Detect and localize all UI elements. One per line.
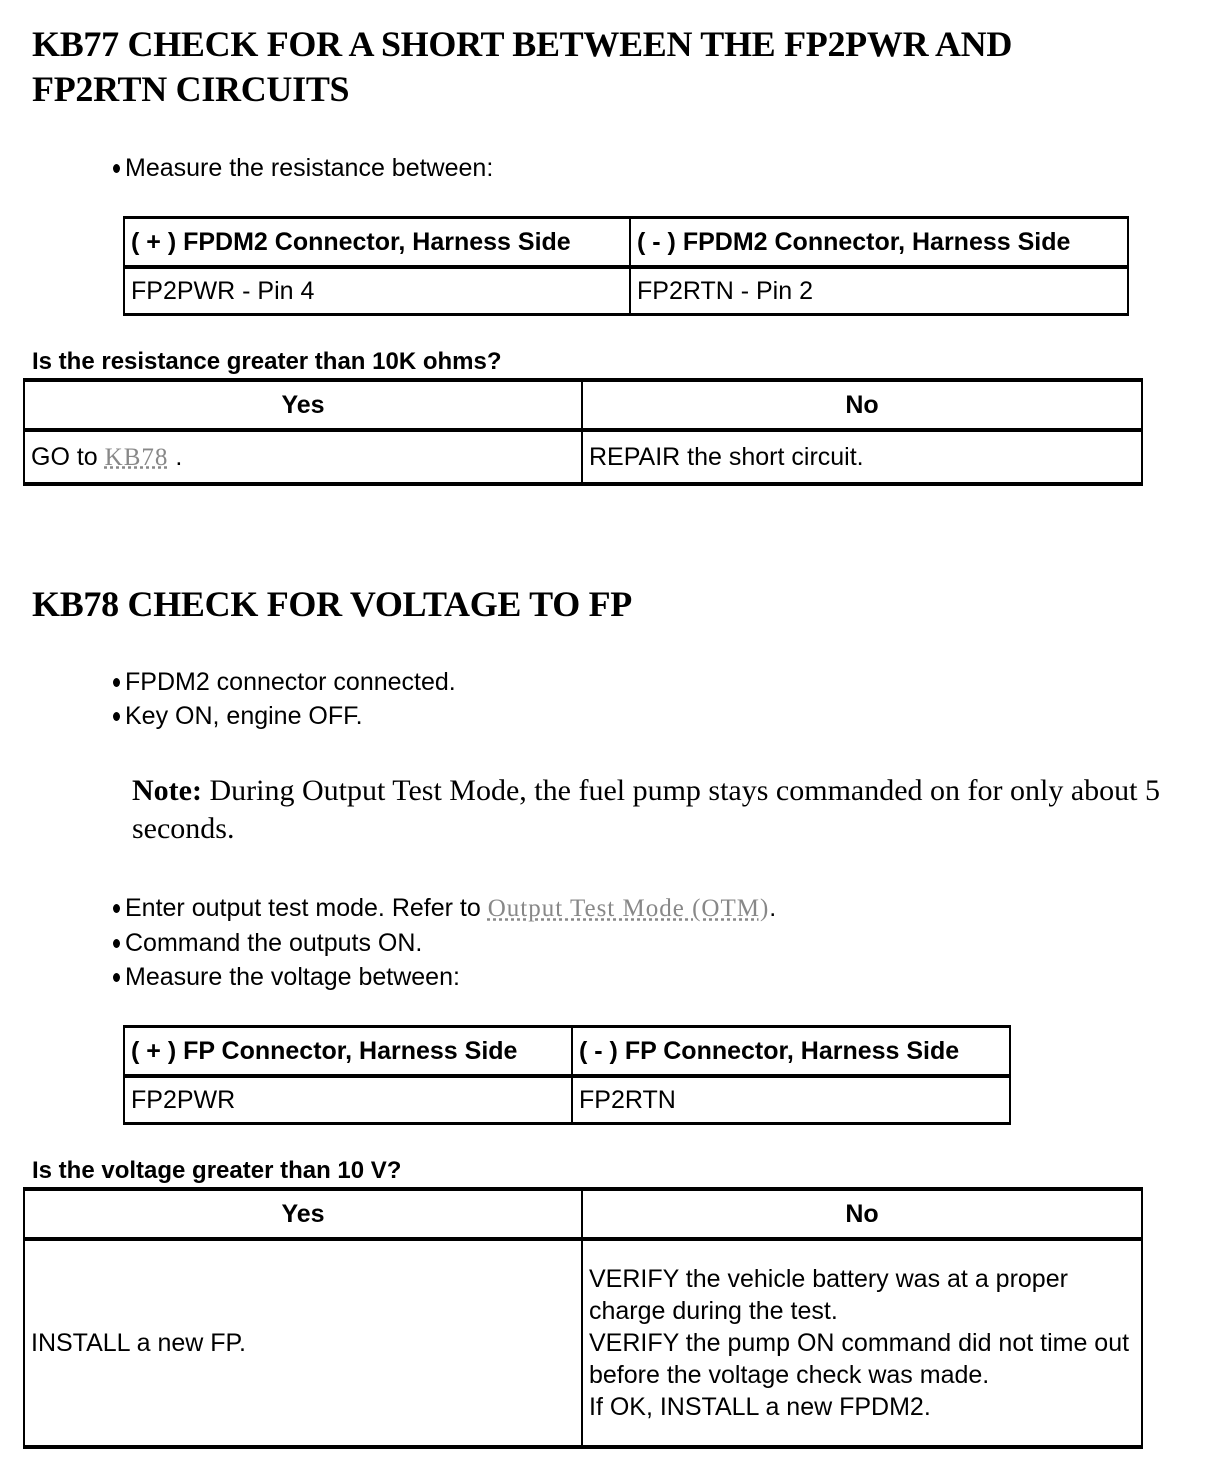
kb77-title-line2: FP2RTN CIRCUITS <box>32 69 350 109</box>
bullet-text: Enter output test mode. Refer to <box>125 894 488 922</box>
table-cell: FP2PWR - Pin 4 <box>124 267 630 315</box>
bullet-text: Key ON, engine OFF. <box>125 702 363 730</box>
table-header: ( - ) FPDM2 Connector, Harness Side <box>630 218 1128 268</box>
bullet-icon <box>113 973 120 982</box>
kb77-title-line1: KB77 CHECK FOR A SHORT BETWEEN THE FP2PWR AND <box>32 24 1013 64</box>
bullet-icon <box>113 712 120 721</box>
no-cell: REPAIR the short circuit. <box>582 430 1142 484</box>
bullet-text: Measure the voltage between: <box>125 963 460 991</box>
kb77-question: Is the resistance greater than 10K ohms? <box>32 348 502 375</box>
no-line: VERIFY the vehicle battery was at a proper charge during the test. <box>589 1265 1068 1325</box>
bullet-item <box>113 665 456 699</box>
kb77-decision-table <box>23 378 1143 486</box>
kb77-connector-table <box>123 216 1129 316</box>
kb77-title <box>32 22 1012 112</box>
table-row <box>124 267 1128 315</box>
bullet-text: Measure the resistance between: <box>125 154 494 182</box>
kb77-bullet-measure <box>113 151 493 185</box>
note-label: Note: <box>132 774 202 807</box>
no-line: If OK, INSTALL a new FPDM2. <box>589 1393 931 1421</box>
table-header: ( + ) FPDM2 Connector, Harness Side <box>124 218 630 268</box>
no-header: No <box>582 1189 1142 1239</box>
kb78-decision-table <box>23 1187 1143 1449</box>
kb78-bullets-b <box>113 891 776 994</box>
yes-header: Yes <box>24 1189 582 1239</box>
kb78-question: Is the voltage greater than 10 V? <box>32 1157 402 1184</box>
table-header: ( + ) FP Connector, Harness Side <box>124 1027 572 1077</box>
no-line: VERIFY the pump ON command did not time out before the voltage check was made. <box>589 1329 1130 1389</box>
bullet-text: Command the outputs ON. <box>125 929 423 957</box>
yes-cell: INSTALL a new FP. <box>24 1239 582 1447</box>
kb78-bullets-a <box>113 665 456 733</box>
yes-suffix: . <box>168 442 183 471</box>
kb78-title: KB78 CHECK FOR VOLTAGE TO FP <box>32 584 632 624</box>
bullet-item <box>113 926 776 960</box>
table-cell: FP2RTN - Pin 2 <box>630 267 1128 315</box>
kb78-note <box>132 772 1182 848</box>
note-text: During Output Test Mode, the fuel pump stays commanded on for only about 5 seconds. <box>132 774 1161 845</box>
no-cell <box>582 1239 1142 1447</box>
table-row <box>124 1076 1010 1124</box>
bullet-icon <box>113 678 120 687</box>
yes-cell <box>24 430 582 484</box>
yes-header: Yes <box>24 380 582 430</box>
table-row <box>24 1239 1142 1447</box>
kb78-connector-table <box>123 1025 1011 1125</box>
bullet-icon <box>113 904 120 913</box>
table-cell: FP2PWR <box>124 1076 572 1124</box>
table-cell: FP2RTN <box>572 1076 1010 1124</box>
bullet-item <box>113 891 776 926</box>
yes-text: GO to <box>31 442 105 471</box>
no-header: No <box>582 380 1142 430</box>
kb78-link[interactable]: KB78 <box>104 443 169 471</box>
bullet-suffix: . <box>769 894 777 922</box>
bullet-text: FPDM2 connector connected. <box>125 668 456 696</box>
bullet-item <box>113 699 456 733</box>
bullet-icon <box>113 939 120 948</box>
otm-link[interactable]: Output Test Mode (OTM) <box>487 895 770 922</box>
bullet-item <box>113 960 776 994</box>
bullet-icon <box>113 164 120 173</box>
table-header: ( - ) FP Connector, Harness Side <box>572 1027 1010 1077</box>
table-row <box>24 430 1142 484</box>
